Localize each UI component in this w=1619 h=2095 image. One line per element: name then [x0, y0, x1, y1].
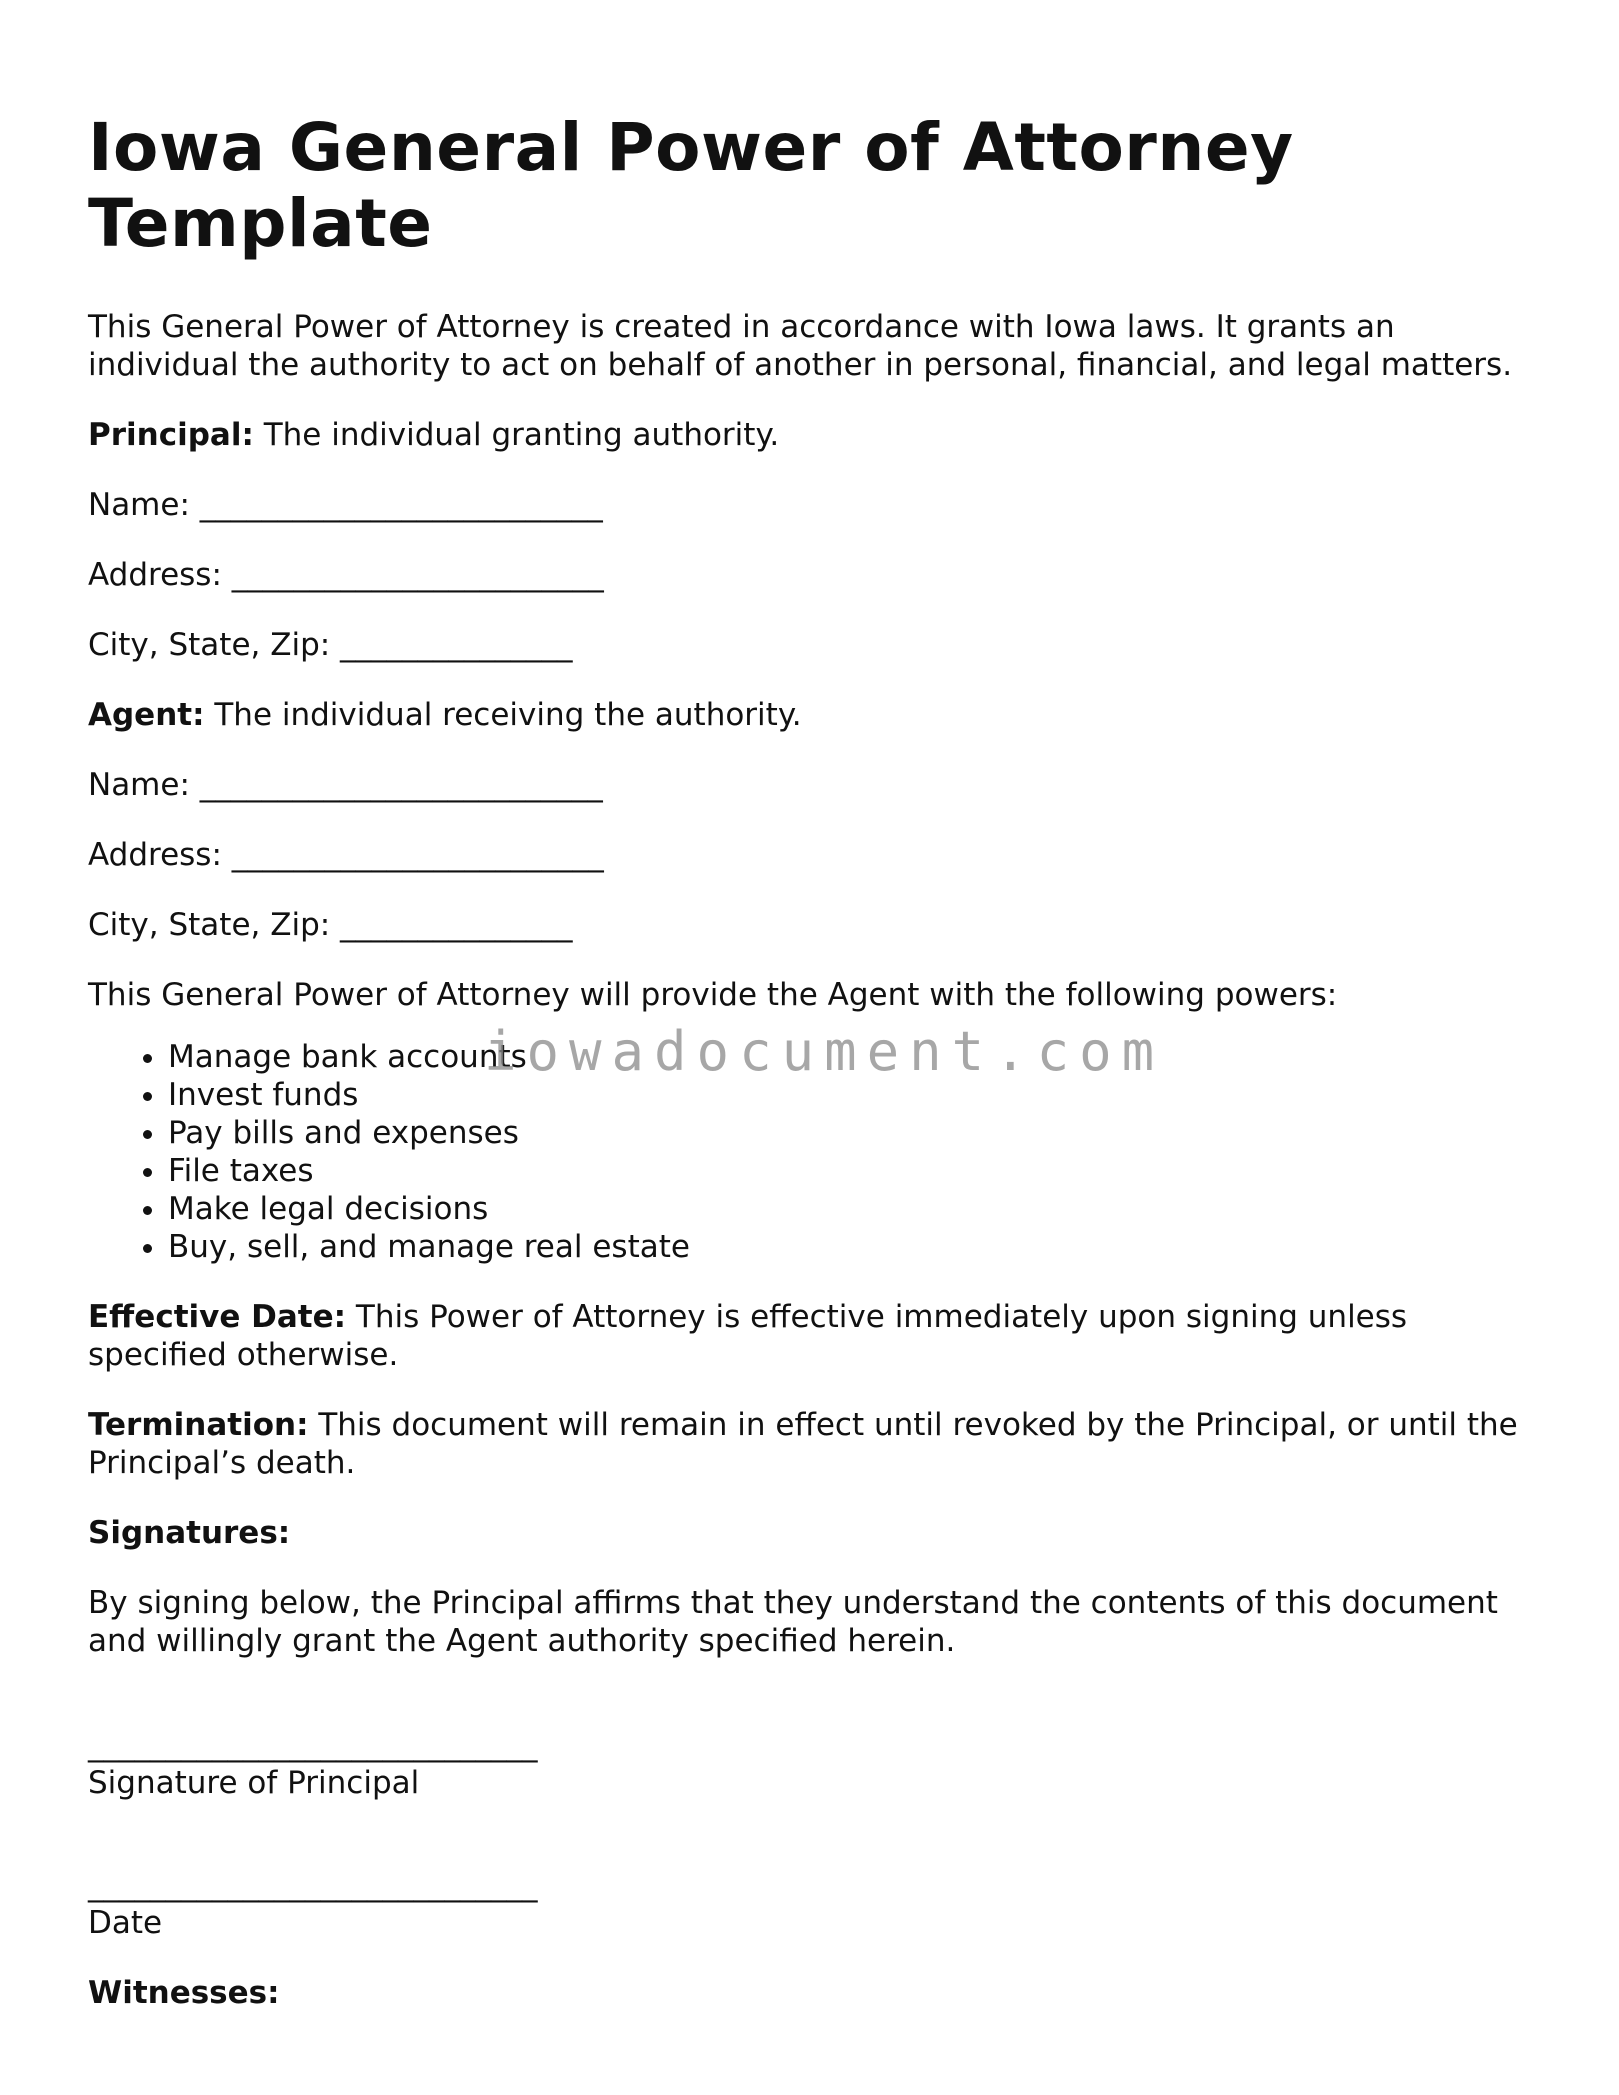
termination-text: This document will remain in effect until revoked by the Principal, or until the Principal’s death.	[88, 1407, 1518, 1481]
list-item: • Invest funds	[168, 1076, 1548, 1114]
list-item: • Buy, sell, and manage real estate	[168, 1228, 1548, 1266]
signatures-statement: By signing below, the Principal affirms that they understand the contents of this document and willingly grant the Agent authority specified herein.	[88, 1585, 1498, 1659]
principal-signature-caption: Signature of Principal	[88, 1765, 420, 1801]
principal-signature-block	[88, 1726, 1548, 1802]
date-signature-block	[88, 1866, 1548, 1942]
principal-signature-line[interactable]: _____________________________	[88, 1727, 538, 1763]
intro-paragraph: This General Power of Attorney is created in accordance with Iowa laws. It grants an individual the authority to act on behalf of another in personal, financial, and legal matters.	[88, 309, 1513, 383]
agent-name-field[interactable]: Name: __________________________	[88, 767, 603, 803]
watermark: iowadocument.com	[484, 1020, 1165, 1083]
agent-address-field[interactable]: Address: ________________________	[88, 837, 604, 873]
date-caption: Date	[88, 1905, 163, 1941]
agent-heading	[88, 696, 1548, 734]
list-item: • Make legal decisions	[168, 1190, 1548, 1228]
list-item: • Pay bills and expenses	[168, 1114, 1548, 1152]
principal-city-field[interactable]: City, State, Zip: _______________	[88, 627, 573, 663]
powers-intro: This General Power of Attorney will provide the Agent with the following powers:	[88, 977, 1338, 1013]
agent-label: Agent:	[88, 697, 205, 733]
principal-address-field[interactable]: Address: ________________________	[88, 557, 604, 593]
page-title: Iowa General Power of Attorney Template	[88, 109, 1294, 262]
list-item: • File taxes	[168, 1152, 1548, 1190]
principal-heading	[88, 416, 1548, 454]
agent-city-field[interactable]: City, State, Zip: _______________	[88, 907, 573, 943]
principal-name-field[interactable]: Name: __________________________	[88, 487, 603, 523]
agent-description: The individual receiving the authority.	[204, 697, 802, 733]
date-signature-line[interactable]: _____________________________	[88, 1867, 538, 1903]
effective-date-label: Effective Date:	[88, 1299, 347, 1335]
principal-label: Principal:	[88, 417, 254, 453]
termination-label: Termination:	[88, 1407, 309, 1443]
termination-paragraph	[88, 1406, 1548, 1482]
witnesses-heading: Witnesses:	[88, 1975, 280, 2011]
signatures-heading: Signatures:	[88, 1515, 291, 1551]
effective-date-text: This Power of Attorney is effective immediately upon signing unless specified otherwise.	[88, 1299, 1408, 1373]
principal-description: The individual granting authority.	[253, 417, 780, 453]
effective-date-paragraph	[88, 1298, 1548, 1374]
list-item: • Manage bank accounts	[168, 1038, 1548, 1076]
